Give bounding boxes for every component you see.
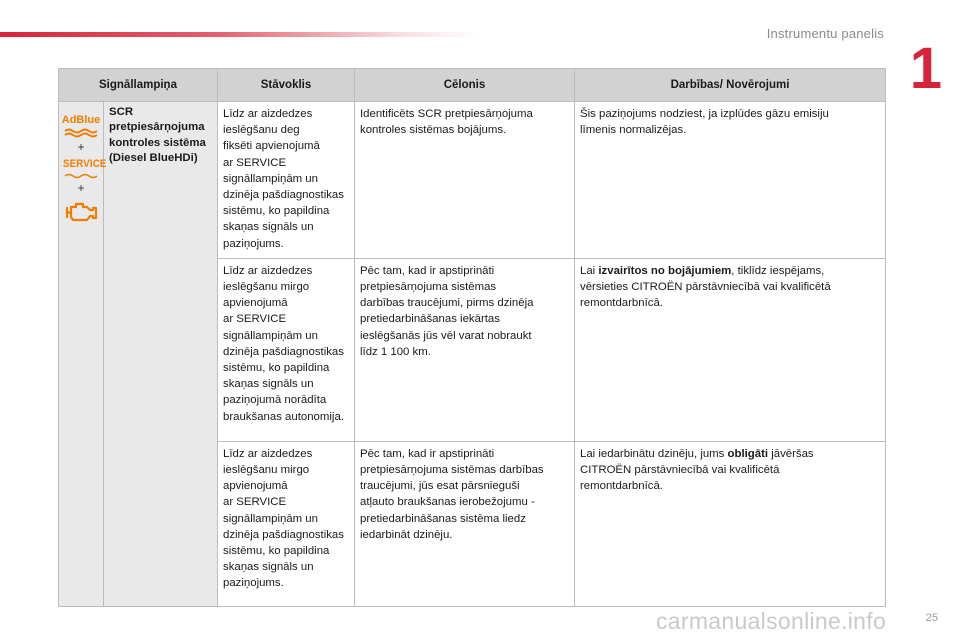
action-text-emphasis: izvairītos no bojājumiem: [598, 264, 732, 277]
cause-text: Pēc tam, kad ir apstiprināti pretpiesārņojuma sistēmas darbības traucējumi, jūs esat pārsnieguši atļauto braukšanas ierobežojumu - pretiedarbināšanas sistēma liedz iedarbināt dzinēju.: [360, 447, 544, 541]
action-text-start: Lai iedarbinātu dzinēju, jums: [580, 447, 728, 460]
action-text-emphasis: obligāti: [727, 447, 769, 460]
plus-sign: +: [77, 181, 85, 196]
table-header-row: [59, 69, 886, 102]
action-cell: [575, 441, 886, 606]
state-cell: [218, 258, 355, 441]
lamp-icons-cell: [59, 102, 107, 607]
adblue-icon: [64, 128, 98, 138]
action-text-start: Lai: [580, 264, 599, 277]
cause-text: Identificēts SCR pretpiesārņojuma kontroles sistēmas bojājums.: [360, 108, 533, 137]
engine-check-icon: [63, 199, 99, 225]
state-text: Līdz ar aizdedzes ieslēgšanu mirgo apvienojumā ar SERVICE signāllampiņām un dzinēja pašdiagnostikas sistēmu, ko papildina skaņas signāls un paziņojumā norādīta braukšanas autonomija.: [223, 264, 344, 423]
state-cell: [218, 102, 355, 259]
lamp-name-cell: [104, 102, 218, 607]
lamp-name: SCR pretpiesārņojuma kontroles sistēma (Diesel BlueHDi): [109, 106, 206, 165]
header-lamp: Signāllampiņa: [59, 69, 218, 102]
header-accent-bar: [0, 32, 480, 37]
header-cause: Cēlonis: [355, 69, 575, 102]
action-cell: [575, 102, 886, 259]
chapter-number: 1: [909, 36, 942, 101]
action-cell: [575, 258, 886, 441]
cause-cell: [355, 258, 575, 441]
cause-cell: [355, 441, 575, 606]
plus-sign: +: [77, 140, 85, 155]
warning-lamp-table: [58, 68, 886, 607]
action-text-end: jāvēršas CITROËN pārstāvniecībā vai kvalificētā remontdarbnīcā.: [580, 447, 814, 493]
service-icon: [63, 173, 99, 179]
section-title: Instrumentu panelis: [766, 26, 884, 41]
table-row: [59, 102, 886, 259]
header-state: Stāvoklis: [218, 69, 355, 102]
header-action: Darbības/ Novērojumi: [575, 69, 886, 102]
adblue-label: AdBlue: [61, 114, 101, 126]
service-label: SERVICE: [62, 158, 107, 171]
action-text-end: , tiklīdz iespējams, vērsieties CITROËN pārstāvniecībā vai kvalificētā remontdarbnīcā.: [580, 264, 831, 310]
state-text: Līdz ar aizdedzes ieslēgšanu deg fiksēti apvienojumā ar SERVICE signāllampiņām un dzinēja pašdiagnostikas sistēmu, ko papildina skaņas signāls un paziņojums.: [223, 108, 344, 250]
cause-cell: [355, 102, 575, 259]
state-text: Līdz ar aizdedzes ieslēgšanu mirgo apvienojumā ar SERVICE signāllampiņām un dzinēja pašdiagnostikas sistēmu, ko papildina skaņas signāls un paziņojums.: [223, 447, 344, 590]
page-number: 25: [925, 612, 938, 624]
cause-text: Pēc tam, kad ir apstiprināti pretpiesārņojuma sistēmas darbības traucējumi, pirms dzinēja pretiedarbināšanas iekārtas ieslēgšanās jūs vēl varat nobraukt līdz 1 100 km.: [360, 264, 534, 358]
state-cell: [218, 441, 355, 606]
action-text: Šis paziņojums nodziest, ja izplūdes gāzu emisiju līmenis normalizējas.: [580, 108, 829, 137]
watermark: carmanualsonline.info: [656, 608, 887, 634]
